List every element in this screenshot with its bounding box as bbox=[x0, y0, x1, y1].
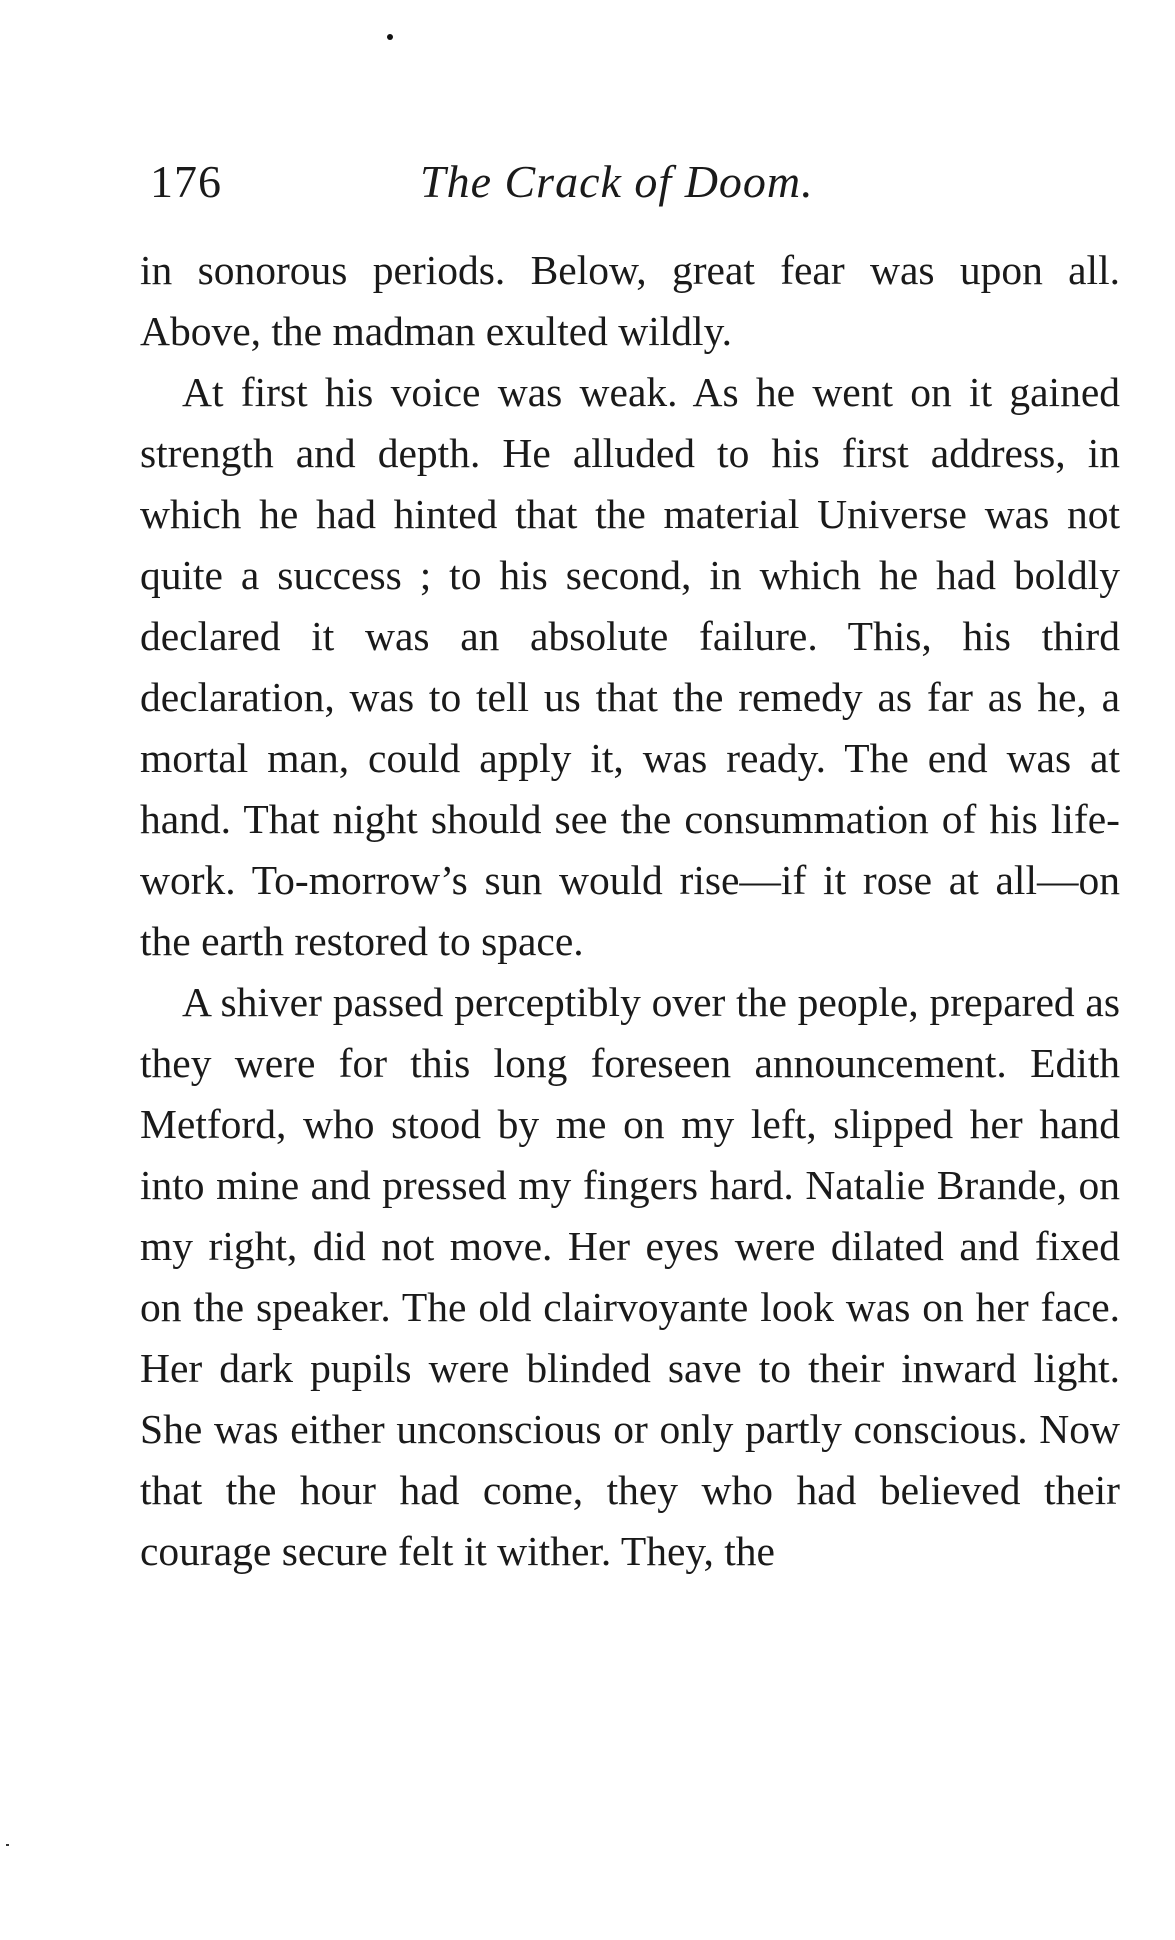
paragraph-speech: At first his voice was weak. As he went on it gained strength and depth. He alluded to his first address, in which he had hinted that the material Universe was not quite a success ; to his second, in which he had boldly declared it was an absolute failure. This, his third declaration, was to tell us that the remedy as far as he, a mortal man, could apply it, was ready. The end was at hand. That night should see the consummation of his life-work. To-morrow’s sun would rise—if it rose at all—on the earth restored to space. bbox=[140, 369, 1120, 964]
ink-mark bbox=[6, 1844, 9, 1846]
running-header bbox=[150, 152, 1110, 212]
running-title: The Crack of Doom. bbox=[420, 156, 814, 207]
body-text bbox=[140, 240, 1120, 1582]
paragraph-continued: in sonorous periods. Below, great fear was upon all. Above, the madman exulted wildly. bbox=[140, 247, 1120, 354]
ink-speck bbox=[387, 34, 393, 40]
page-number: 176 bbox=[150, 156, 222, 207]
paragraph-shiver: A shiver passed perceptibly over the people, prepared as they were for this long foreseen announcement. Edith Metford, who stood by me on my left, slipped her hand into mine and pressed my fingers hard. Natalie Brande, on my right, did not move. Her eyes were dilated and fixed on the speaker. The old clairvoyante look was on her face. Her dark pupils were blinded save to their inward light. She was either unconscious or only partly conscious. Now that the hour had come, they who had believed their courage secure felt it wither. They, the bbox=[140, 979, 1120, 1574]
